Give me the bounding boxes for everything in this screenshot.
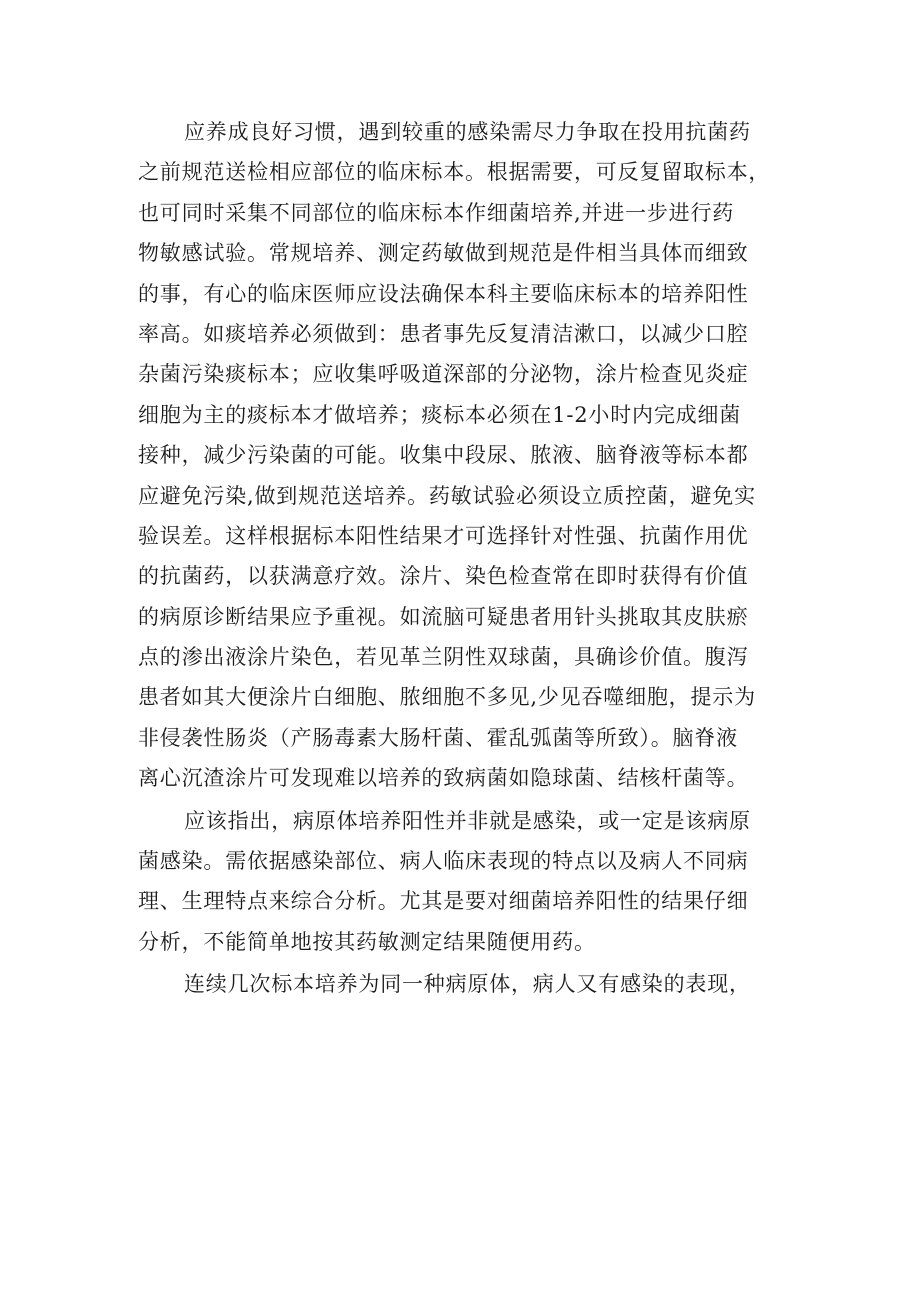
text-line: 应该指出，病原体培养阳性并非就是感染，或一定是该病原 — [184, 808, 751, 833]
text-line: 之前规范送检相应部位的临床标本。根据需要，可反复留取标本， — [138, 160, 771, 185]
text-line: 细胞为主的痰标本才做培养；痰标本必须在1-2小时内完成细菌 — [138, 402, 742, 427]
document-body — [138, 112, 798, 1005]
text-line: 物敏感试验。常规培养、测定药敏做到规范是件相当具体而细致 — [138, 241, 749, 266]
text-line: 患者如其大便涂片白细胞、脓细胞不多见,少见吞噬细胞，提示为 — [138, 685, 756, 710]
paragraph-culture-interpretation — [138, 801, 798, 963]
text-line: 应避免污染,做到规范送培养。药敏试验必须设立质控菌，避免实 — [138, 483, 756, 508]
text-line: 接种，减少污染菌的可能。收集中段尿、脓液、脑脊液等标本都 — [138, 443, 749, 468]
text-line: 菌感染。需依据感染部位、病人临床表现的特点以及病人不同病 — [138, 849, 749, 874]
text-line: 的事，有心的临床医师应设法确保本科主要临床标本的培养阳性 — [138, 281, 749, 306]
text-line: 的抗菌药，以获满意疗效。涂片、染色检查常在即时获得有价值 — [138, 564, 749, 589]
text-line: 应养成良好习惯，遇到较重的感染需尽力争取在投用抗菌药 — [184, 120, 751, 144]
text-line: 理、生理特点来综合分析。尤其是要对细菌培养阳性的结果仔细 — [138, 889, 749, 914]
text-line: 杂菌污染痰标本；应收集呼吸道深部的分泌物，涂片检查见炎症 — [138, 362, 749, 387]
text-line: 点的渗出液涂片染色，若见革兰阴性双球菌，具确诊价值。腹泻 — [138, 645, 749, 670]
paragraph-specimen-collection — [138, 112, 798, 799]
text-line: 率高。如痰培养必须做到：患者事先反复清洁漱口，以减少口腔 — [138, 321, 749, 346]
text-line: 离心沉渣涂片可发现难以培养的致病菌如隐球菌、结核杆菌等。 — [138, 766, 749, 791]
text-line: 分析，不能简单地按其药敏测定结果随便用药。 — [138, 929, 596, 954]
text-line: 连续几次标本培养为同一种病原体，病人又有感染的表现， — [184, 972, 751, 997]
text-line: 非侵袭性肠炎（产肠毒素大肠杆菌、霍乱弧菌等所致）。脑脊液 — [138, 725, 738, 750]
text-line: 的病原诊断结果应予重视。如流脑可疑患者用针头挑取其皮肤瘀 — [138, 604, 749, 629]
text-line: 验误差。这样根据标本阳性结果才可选择针对性强、抗菌作用优 — [138, 523, 749, 548]
paragraph-repeated-culture — [138, 964, 798, 1004]
text-line: 也可同时采集不同部位的临床标本作细菌培养,并进一步进行药 — [138, 200, 735, 225]
